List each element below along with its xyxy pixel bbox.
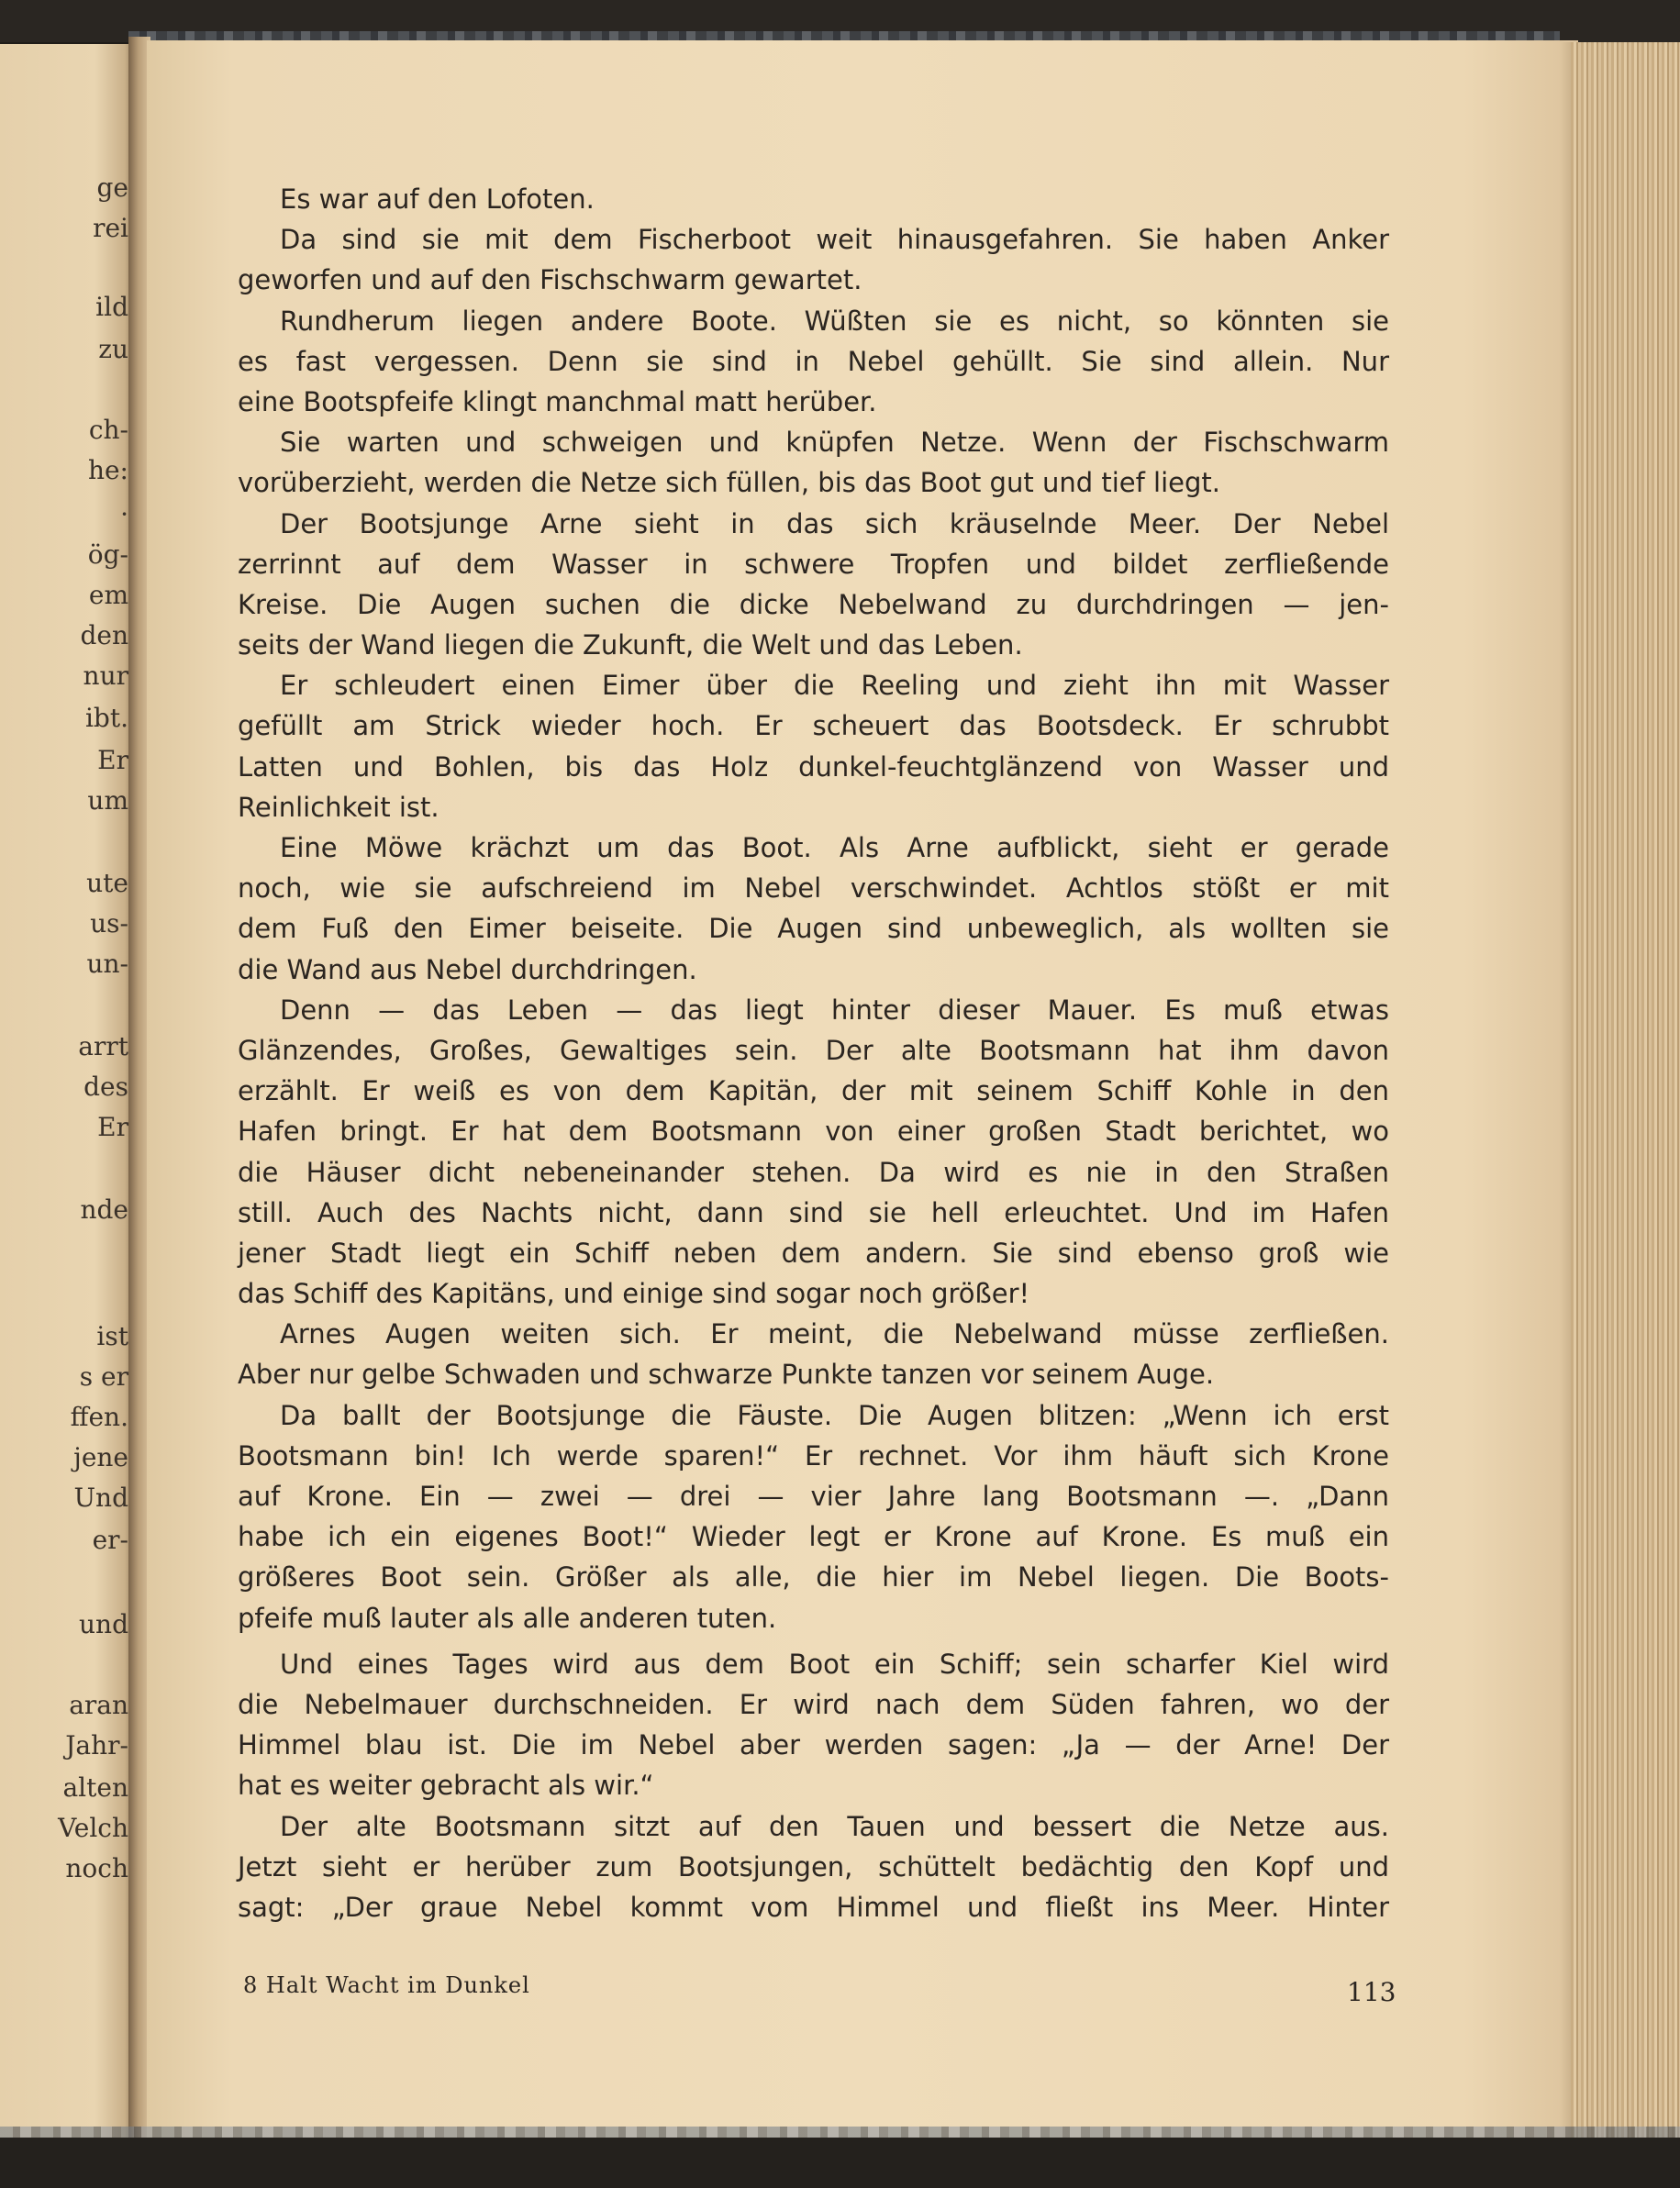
left-fragment: jene	[73, 1442, 128, 1472]
left-fragment: Und	[73, 1483, 128, 1513]
text-line: Eine Möwe krächzt um das Boot. Als Arne aufblickt, sieht er gerade	[280, 832, 1389, 863]
text-line: Glänzendes, Großes, Gewaltiges sein. Der alte Bootsmann hat ihm davon	[238, 1034, 1389, 1066]
text-line: habe ich ein eigenes Boot!“ Wieder legt er Krone auf Krone. Es muß ein	[238, 1521, 1389, 1553]
text-line: vorüberzieht, werden die Netze sich füllen, bis das Boot gut und tief liegt.	[238, 467, 1220, 499]
left-fragment: us-	[90, 908, 128, 939]
text-line: Reinlichkeit ist.	[238, 791, 439, 823]
text-line: die Nebelmauer durchschneiden. Er wird nach dem Süden fahren, wo der	[238, 1688, 1389, 1720]
left-fragment: arrt	[78, 1031, 128, 1061]
text-line: Und eines Tages wird aus dem Boot ein Schiff; sein scharfer Kiel wird	[280, 1648, 1389, 1680]
text-line: zerrinnt auf dem Wasser in schwere Tropfen und bildet zerfließende	[238, 548, 1389, 580]
text-line: Kreise. Die Augen suchen die dicke Nebelwand zu durchdringen — jen-	[238, 588, 1389, 620]
footer-signature: 8 Halt Wacht im Dunkel	[243, 1972, 530, 1998]
left-fragment: ild	[95, 292, 128, 322]
left-fragment: em	[88, 580, 128, 610]
text-line: Es war auf den Lofoten.	[280, 183, 595, 215]
text-line: Der alte Bootsmann sitzt auf den Tauen und bessert die Netze aus.	[280, 1810, 1389, 1842]
left-fragment: ute	[86, 868, 128, 898]
text-line: Arnes Augen weiten sich. Er meint, die Nebelwand müsse zerfließen.	[280, 1318, 1389, 1350]
left-fragment: rei	[93, 213, 128, 243]
text-line: Da ballt der Bootsjunge die Fäuste. Die Augen blitzen: „Wenn ich erst	[280, 1399, 1389, 1431]
left-fragment: s er	[79, 1361, 128, 1392]
left-fragment: alten	[62, 1772, 128, 1803]
left-fragment: er-	[92, 1525, 128, 1555]
text-line: Sie warten und schweigen und knüpfen Netze. Wenn der Fischschwarm	[280, 427, 1389, 459]
text-line: die Häuser dicht nebeneinander stehen. Da wird es nie in den Straßen	[238, 1156, 1389, 1188]
text-line: noch, wie sie aufschreiend im Nebel verschwindet. Achtlos stößt er mit	[238, 872, 1389, 905]
text-line: Jetzt sieht er herüber zum Bootsjungen, schüttelt bedächtig den Kopf und	[238, 1850, 1389, 1883]
left-fragment: des	[83, 1072, 128, 1102]
text-line: Bootsmann bin! Ich werde sparen!“ Er rechnet. Vor ihm häuft sich Krone	[238, 1439, 1389, 1472]
text-line: geworfen und auf den Fischschwarm gewartet.	[238, 264, 862, 296]
text-line: größeres Boot sein. Größer als alle, die hier im Nebel liegen. Die Boots-	[238, 1561, 1389, 1594]
text-line: Denn — das Leben — das liegt hinter dieser Mauer. Es muß etwas	[280, 994, 1389, 1026]
text-line: sagt: „Der graue Nebel kommt vom Himmel und fließt ins Meer. Hinter	[238, 1891, 1389, 1923]
text-line: eine Bootspfeife klingt manchmal matt herüber.	[238, 385, 877, 417]
left-fragment: ög-	[87, 539, 128, 570]
left-fragment: he:	[87, 455, 128, 485]
text-line: Er schleudert einen Eimer über die Reeling und zieht ihn mit Wasser	[280, 670, 1389, 702]
text-line: Rundherum liegen andere Boote. Wüßten sie es nicht, so könnten sie	[280, 305, 1389, 337]
left-fragment: nur	[83, 661, 128, 691]
text-line: die Wand aus Nebel durchdringen.	[238, 953, 697, 985]
text-line: seits der Wand liegen die Zukunft, die Welt und das Leben.	[238, 629, 1023, 661]
scan-background-bottom	[0, 2138, 1680, 2188]
left-fragment: Er	[97, 1112, 128, 1142]
text-line: Aber nur gelbe Schwaden und schwarze Punkte tanzen vor seinem Auge.	[238, 1359, 1215, 1391]
left-fragment: aran	[69, 1690, 128, 1720]
text-line: still. Auch des Nachts nicht, dann sind sie hell erleuchtet. Und im Hafen	[238, 1196, 1389, 1228]
text-line: Latten und Bohlen, bis das Holz dunkel-feuchtglänzend von Wasser und	[238, 750, 1389, 783]
text-line: erzählt. Er weiß es von dem Kapitän, der mit seinem Schiff Kohle in den	[238, 1075, 1389, 1107]
left-fragment: den	[80, 620, 128, 650]
text-line: Himmel blau ist. Die im Nebel aber werden sagen: „Ja — der Arne! Der	[238, 1729, 1389, 1761]
page-body-text	[238, 179, 1389, 1927]
left-fragment: nde	[80, 1194, 128, 1225]
left-fragment: ibt.	[84, 703, 128, 733]
left-fragment: Jahr-	[65, 1730, 128, 1760]
text-line: pfeife muß lauter als alle anderen tuten.	[238, 1602, 777, 1634]
left-fragment: zu	[98, 334, 128, 364]
left-fragment: um	[87, 785, 128, 816]
text-line: das Schiff des Kapitäns, und einige sind sogar noch größer!	[238, 1278, 1030, 1310]
page-number: 113	[1347, 1977, 1396, 2007]
left-fragment: noch	[65, 1853, 128, 1883]
left-fragment: Velch	[58, 1813, 128, 1843]
text-line: gefüllt am Strick wieder hoch. Er scheuert das Bootsdeck. Er schrubbt	[238, 710, 1389, 742]
text-line: Da sind sie mit dem Fischerboot weit hinausgefahren. Sie haben Anker	[280, 224, 1389, 256]
left-fragment: ge	[96, 172, 128, 203]
left-fragment: un-	[86, 949, 128, 979]
left-fragment: ist	[96, 1321, 128, 1351]
left-fragment: Er	[97, 745, 128, 775]
text-line: Hafen bringt. Er hat dem Bootsmann von einer großen Stadt berichtet, wo	[238, 1116, 1389, 1148]
text-line: dem Fuß den Eimer beiseite. Die Augen sind unbeweglich, als wollten sie	[238, 913, 1389, 945]
page-block-edges	[1571, 42, 1680, 2141]
text-line: hat es weiter gebracht als wir.“	[238, 1770, 654, 1802]
text-line: auf Krone. Ein — zwei — drei — vier Jahre lang Bootsmann —. „Dann	[238, 1481, 1389, 1512]
left-fragment: ffen.	[70, 1402, 128, 1432]
left-fragment: und	[79, 1609, 128, 1639]
left-fragment: ch-	[88, 415, 128, 445]
text-line: jener Stadt liegt ein Schiff neben dem andern. Sie sind ebenso groß wie	[238, 1237, 1389, 1269]
text-line: es fast vergessen. Denn sie sind in Nebel gehüllt. Sie sind allein. Nur	[238, 345, 1389, 377]
text-line: Der Bootsjunge Arne sieht in das sich kräuselnde Meer. Der Nebel	[280, 507, 1389, 539]
left-fragment: ·	[120, 499, 128, 529]
